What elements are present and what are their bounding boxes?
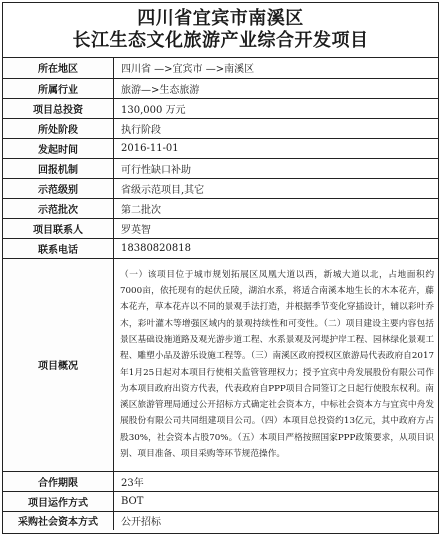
table-row: [3, 98, 438, 118]
table-row: [3, 58, 438, 78]
table-row: [3, 471, 438, 491]
return-label: 回报机制: [3, 158, 114, 178]
demo-batch-value: 第二批次: [114, 198, 439, 218]
table-row: [3, 178, 438, 198]
title-line-2: 长江生态文化旅游产业综合开发项目: [72, 30, 369, 51]
contact-label: 项目联系人: [3, 218, 114, 238]
investment-label: 项目总投资: [3, 98, 114, 118]
date-value: 2016-11-01: [114, 138, 439, 158]
table-row: [3, 118, 438, 138]
stage-label: 所处阶段: [3, 118, 114, 138]
investment-value: 130,000 万元: [114, 98, 439, 118]
procurement-label: 采购社会资本方式: [3, 511, 114, 530]
project-info-table: [3, 58, 438, 530]
term-label: 合作期限: [3, 471, 114, 491]
procurement-value: 公开招标: [114, 511, 439, 530]
contact-value: 罗英智: [114, 218, 439, 238]
operation-label: 项目运作方式: [3, 491, 114, 511]
table-row: [3, 138, 438, 158]
demo-level-value: 省级示范项目,其它: [114, 178, 439, 198]
demo-batch-label: 示范批次: [3, 198, 114, 218]
phone-label: 联系电话: [3, 238, 114, 258]
table-row: [3, 78, 438, 98]
location-label: 所在地区: [3, 58, 114, 78]
table-row: [3, 491, 438, 511]
term-value: 23年: [114, 471, 439, 491]
industry-label: 所属行业: [3, 78, 114, 98]
return-value: 可行性缺口补助: [114, 158, 439, 178]
phone-value: 18380820818: [114, 238, 439, 258]
location-value: 四川省 —>宜宾市 —>南溪区: [114, 58, 439, 78]
table-row: [3, 511, 438, 530]
date-label: 发起时间: [3, 138, 114, 158]
title-line-1: 四川省宜宾市南溪区: [137, 8, 304, 29]
table-row: [3, 258, 438, 471]
demo-level-label: 示范级别: [3, 178, 114, 198]
overview-label: 项目概况: [3, 258, 114, 471]
table-row: [3, 238, 438, 258]
project-info-sheet: [2, 2, 439, 534]
table-row: [3, 218, 438, 238]
operation-value: BOT: [114, 491, 439, 511]
table-row: [3, 158, 438, 178]
table-row: [3, 198, 438, 218]
page-title: [3, 3, 438, 58]
stage-value: 执行阶段: [114, 118, 439, 138]
industry-value: 旅游—>生态旅游: [114, 78, 439, 98]
overview-value: （一）该项目位于城市规划拓展区凤凰大道以西，新城大道以北，占地面积约7000亩，依托现有的起伏丘陵，湖泊水系，将适合南溪本地生长的木本花卉，藤本花卉，草本花卉以不同的景观手法打造，并根据季节变化穿插设计，辅以彩叶乔木，彩叶灌木等增强区域内的景观持续性和可变性。（二）项目建设主要内容包括景区基础设施道路及观光游步道工程、水系景观及河堤护岸工程、园林绿化景观工程、雕塑小品及游乐设施工程等。（三）南溪区政府授权区旅游局代表政府自2017年1月25日起对本项目行使相关监管管理权力；授予宜宾中舟发展股份有限公司作为本项目政府出资方代表，代表政府自PPP项目合同签订之日起行使股东权利。南溪区旅游管理局通过公开招标方式确定社会资本方，中标社会资本方与宜宾中舟发展股份有限公司共同组建项目公司。（四）本项目总投资约13亿元，其中政府方占股30%，社会资本占股70%。（五）本项目严格按照国家PPP政策要求，从项目识别、项目准备、项目采购等环节规范操作。: [114, 258, 439, 471]
